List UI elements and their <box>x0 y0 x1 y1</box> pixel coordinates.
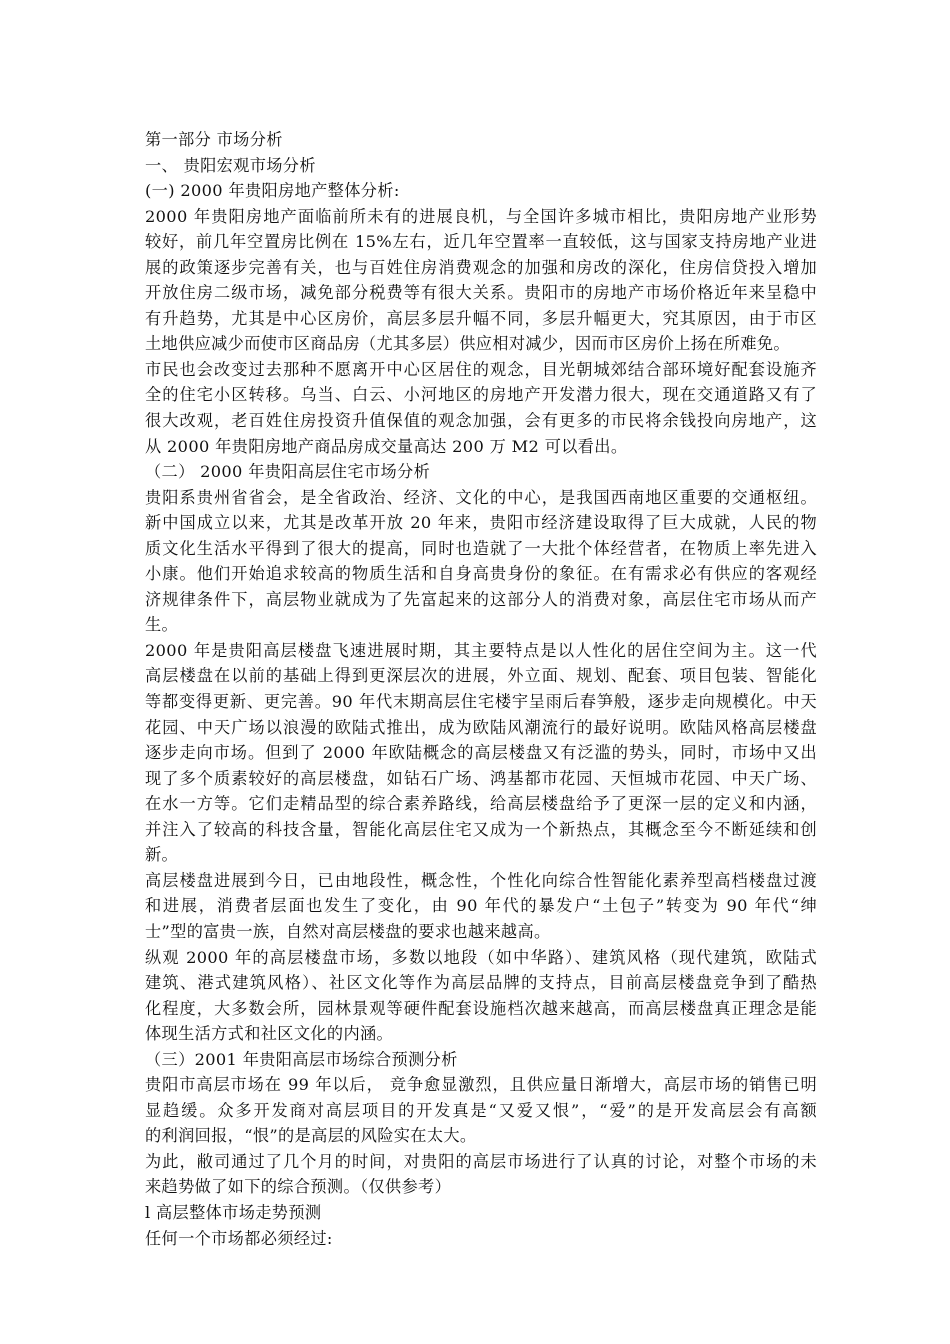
text-line: 土地供应减少而使市区商品房（尤其多层）供应相对减少，因而市区房价上扬在所难免。 <box>145 334 790 354</box>
text-line: 高层楼盘进展到今日，已由地段性，概念性，个性化向综合性智能化素养型高档楼盘过渡 <box>145 870 817 890</box>
text-line: 建筑、港式建筑风格）、社区文化等作为高层品牌的支持点，目前高层楼盘竞争到了酷热 <box>145 973 817 993</box>
text-line: 的利润回报，“恨”的是高层的风险实在太大。 <box>145 1126 477 1146</box>
subsection-heading-2 <box>145 459 817 485</box>
text-line: 生。 <box>145 615 179 635</box>
text-line: 逐步走向市场。但到了 2000 年欧陆概念的高层楼盘又有泛滥的势头，同时，市场中又出 <box>145 743 817 763</box>
text-line: l 高层整体市场走势预测 <box>145 1202 322 1222</box>
text-line: 并注入了较高的科技含量，智能化高层住宅又成为一个新热点，其概念至今不断延续和创 <box>145 819 817 839</box>
text-line: 很大改观，老百姓住房投资升值保值的观念加强，会有更多的市民将余钱投向房地产，这 <box>145 411 817 431</box>
text-line: (一) 2000 年贵阳房地产整体分析: <box>145 181 400 201</box>
text-line: 显趋缓。众多开发商对高层项目的开发真是“又爱又恨”，“爱”的是开发高层会有高额 <box>145 1100 817 1120</box>
paragraph <box>145 1226 817 1252</box>
subsection-heading-3 <box>145 1047 817 1073</box>
numbered-heading <box>145 1200 817 1226</box>
part-heading <box>145 127 817 153</box>
text-line: 2000 年贵阳房地产面临前所未有的进展良机，与全国许多城市相比，贵阳房地产业形势 <box>145 206 817 226</box>
subsection-heading-1 <box>145 178 817 204</box>
text-line: 有升趋势，尤其是中心区房价，高层多层升幅不同，多层升幅更大，究其原因，由于市区 <box>145 308 817 328</box>
paragraph <box>145 945 817 1047</box>
text-line: 开放住房二级市场，减免部分税费等有很大关系。贵阳市的房地产市场价格近年来呈稳中 <box>145 283 817 303</box>
text-line: 贵阳市高层市场在 99 年以后， 竞争愈显激烈，且供应量日渐增大，高层市场的销售已明 <box>145 1075 817 1095</box>
text-line: 新中国成立以来，尤其是改革开放 20 年来，贵阳市经济建设取得了巨大成就，人民的物 <box>145 513 817 533</box>
text-line: 全的住宅小区转移。乌当、白云、小河地区的房地产开发潜力很大，现在交通道路又有了 <box>145 385 817 405</box>
section-heading-1 <box>145 153 817 179</box>
text-line: 新。 <box>145 845 179 865</box>
text-line: 花园、中天广场以浪漫的欧陆式推出，成为欧陆风潮流行的最好说明。欧陆风格高层楼盘 <box>145 717 817 737</box>
paragraph <box>145 638 817 868</box>
text-line: 等都变得更新、更完善。90 年代末期高层住宅楼宇呈雨后春笋般，逐步走向规模化。中天 <box>145 692 817 712</box>
text-line: 士”型的富贵一族，自然对高层楼盘的要求也越来越高。 <box>145 921 551 941</box>
paragraph <box>145 1072 817 1149</box>
paragraph <box>145 204 817 357</box>
document-page <box>145 127 817 1251</box>
text-line: 较好，前几年空置房比例在 15%左右，近几年空置率一直较低，这与国家支持房地产业进 <box>145 232 817 252</box>
text-line: 体现生活方式和社区文化的内涵。 <box>145 1024 394 1044</box>
text-line: 在水一方等。它们走精品型的综合素养路线，给高层楼盘给予了更深一层的定义和内涵， <box>145 794 817 814</box>
paragraph <box>145 1149 817 1200</box>
text-line: 纵观 2000 年的高层楼盘市场，多数以地段（如中华路）、建筑风格（现代建筑，欧陆式 <box>145 947 817 967</box>
text-line: 为此，敝司通过了几个月的时间，对贵阳的高层市场进行了认真的讨论，对整个市场的未 <box>145 1151 817 1171</box>
text-line: 从 2000 年贵阳房地产商品房成交量高达 200 万 M2 可以看出。 <box>145 436 628 456</box>
text-line: 市民也会改变过去那种不愿离开中心区居住的观念，目光朝城郊结合部环境好配套设施齐 <box>145 359 817 379</box>
text-line: （三）2001 年贵阳高层市场综合预测分析 <box>145 1049 458 1069</box>
text-line: 贵阳系贵州省省会，是全省政治、经济、文化的中心，是我国西南地区重要的交通枢纽。 <box>145 487 817 507</box>
text-line: 2000 年是贵阳高层楼盘飞速进展时期，其主要特点是以人性化的居住空间为主。这一代 <box>145 640 817 660</box>
text-line: 第一部分 市场分析 <box>145 130 283 149</box>
text-line: 一、 贵阳宏观市场分析 <box>145 155 316 175</box>
text-line: 来趋势做了如下的综合预测。（仅供参考） <box>145 1177 452 1197</box>
paragraph <box>145 485 817 638</box>
text-line: 小康。他们开始追求较高的物质生活和自身高贵身份的象征。在有需求必有供应的客观经 <box>145 564 817 584</box>
text-line: 济规律条件下，高层物业就成为了先富起来的这部分人的消费对象，高层住宅市场从而产 <box>145 589 817 609</box>
text-line: 高层楼盘在以前的基础上得到更深层次的进展，外立面、规划、配套、项目包装、智能化 <box>145 666 817 686</box>
text-line: 任何一个市场都必须经过: <box>145 1228 333 1248</box>
text-line: 质文化生活水平得到了很大的提高，同时也造就了一大批个体经营者，在物质上率先进入 <box>145 538 817 558</box>
paragraph <box>145 357 817 459</box>
text-line: （二） 2000 年贵阳高层住宅市场分析 <box>145 462 431 482</box>
text-line: 和进展，消费者层面也发生了变化，由 90 年代的暴发户“土包子”转变为 90 年代“绅 <box>145 896 817 916</box>
paragraph <box>145 868 817 945</box>
text-line: 展的政策逐步完善有关，也与百姓住房消费观念的加强和房改的深化，住房信贷投入增加 <box>145 257 817 277</box>
text-line: 化程度，大多数会所，园林景观等硬件配套设施档次越来越高，而高层楼盘真正理念是能 <box>145 998 817 1018</box>
text-line: 现了多个质素较好的高层楼盘，如钻石广场、鸿基都市花园、天恒城市花园、中天广场、 <box>145 768 817 788</box>
